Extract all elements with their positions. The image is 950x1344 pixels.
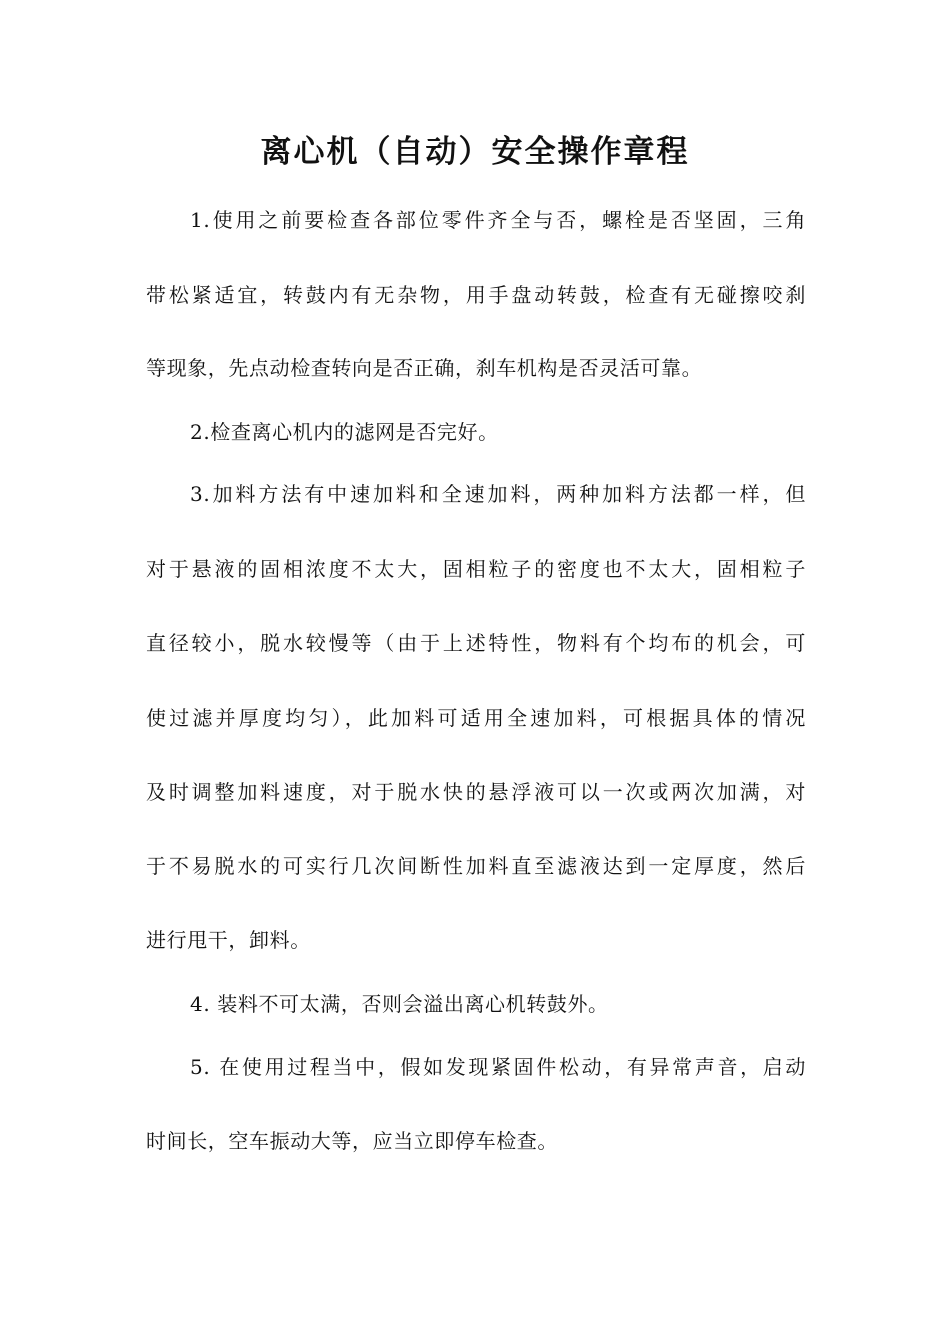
paragraph-1-line-3: 等现象，先点动检查转向是否正确，刹车机构是否灵活可靠。	[146, 356, 703, 380]
paragraph-3-line-4: 使过滤并厚度均匀），此加料可适用全速加料，可根据具体的情况	[146, 706, 806, 730]
paragraph-2-line-1: 2.检查离心机内的滤网是否完好。	[190, 420, 499, 444]
document-title: 离心机（自动）安全操作章程	[260, 134, 690, 170]
paragraph-5-line-2: 时间长，空车振动大等，应当立即停车检查。	[146, 1129, 558, 1153]
paragraph-1-line-1: 1.使用之前要检查各部位零件齐全与否，螺栓是否坚固，三角	[190, 208, 806, 232]
paragraph-3-line-5: 及时调整加料速度，对于脱水快的悬浮液可以一次或两次加满，对	[146, 780, 806, 804]
paragraph-5-line-1: 5. 在使用过程当中，假如发现紧固件松动，有异常声音，启动	[190, 1055, 806, 1079]
paragraph-3-line-7: 进行甩干，卸料。	[146, 928, 311, 952]
paragraph-3-line-6: 于不易脱水的可实行几次间断性加料直至滤液达到一定厚度，然后	[146, 854, 806, 878]
paragraph-4-line-1: 4. 装料不可太满，否则会溢出离心机转鼓外。	[190, 992, 609, 1016]
paragraph-3-line-1: 3.加料方法有中速加料和全速加料，两种加料方法都一样，但	[190, 482, 806, 506]
paragraph-1-line-2: 带松紧适宜，转鼓内有无杂物，用手盘动转鼓，检查有无碰擦咬刹	[146, 283, 806, 307]
paragraph-3-line-2: 对于悬液的固相浓度不太大，固相粒子的密度也不太大，固相粒子	[146, 557, 806, 581]
paragraph-3-line-3: 直径较小，脱水较慢等（由于上述特性，物料有个均布的机会，可	[146, 631, 806, 655]
